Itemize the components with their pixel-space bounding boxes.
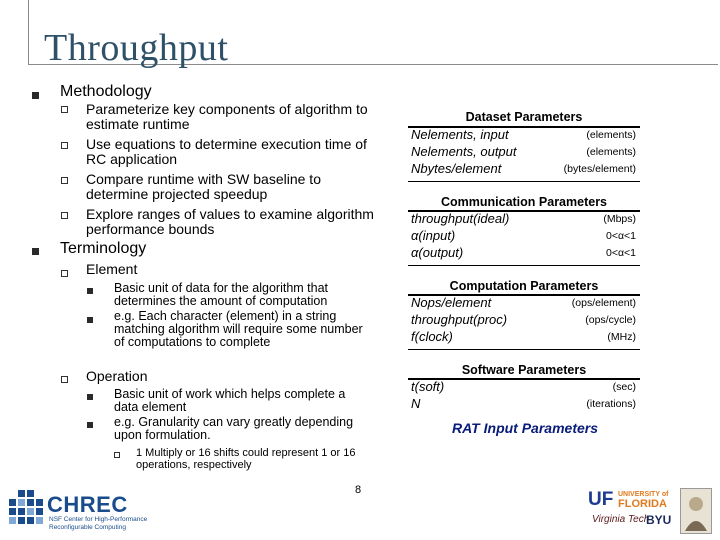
param-name: throughput(proc) [411, 312, 508, 327]
param-name: Nbytes/element [411, 161, 502, 176]
param-unit: (bytes/element) [563, 163, 636, 175]
bullet-hollow-square-icon [61, 270, 68, 277]
bullet-hollow-square-icon [61, 142, 68, 149]
param-name: throughput(ideal) [411, 211, 510, 226]
param-name: α(output) [411, 245, 464, 260]
byu-logo: BYU [646, 513, 672, 527]
param-unit: (sec) [612, 381, 636, 393]
element-heading: Element [86, 261, 138, 277]
bullet-hollow-square-icon [61, 177, 68, 184]
table-header: Computation Parameters [449, 279, 599, 293]
bullet-square-icon [87, 288, 93, 294]
param-unit: (Mbps) [603, 213, 636, 225]
bullet-square-icon [87, 422, 93, 428]
vt-logo: Virginia Tech [592, 514, 650, 525]
param-name: Nops/element [411, 295, 492, 310]
param-name: Nelements, input [411, 127, 509, 142]
bullet-square-icon [87, 394, 93, 400]
param-name: t(soft) [411, 379, 445, 394]
title-frame-vertical [28, 0, 29, 64]
methodology-item: Compare runtime with SW baseline to determine projected speedup [86, 171, 321, 202]
element-item: e.g. Each character (element) in a string matching algorithm will require some number of computations to complete [114, 309, 363, 349]
param-unit: (ops/element) [571, 297, 636, 309]
table-rule [408, 181, 640, 182]
param-unit: 0<α<1 [605, 247, 636, 259]
param-unit: (elements) [586, 129, 636, 141]
param-name: α(input) [411, 228, 456, 243]
bullet-square-icon [87, 317, 93, 323]
bullet-square-icon [32, 92, 39, 99]
terminology-heading: Terminology [60, 240, 147, 257]
page-number: 8 [355, 484, 362, 496]
operation-heading: Operation [86, 368, 148, 384]
portrait-icon [680, 488, 712, 534]
methodology-item: Use equations to determine execution time of RC application [86, 136, 367, 167]
chrec-wordmark: CHREC [47, 492, 128, 517]
param-name: N [411, 396, 421, 411]
operation-item: e.g. Granularity can vary greatly depending upon formulation. [114, 415, 354, 442]
table-rule [408, 349, 640, 350]
table-rule [408, 265, 640, 266]
param-unit: (iterations) [586, 398, 636, 410]
methodology-heading: Methodology [60, 83, 152, 100]
uf-florida-text: FLORIDA [618, 498, 667, 510]
slide-title: Throughput [44, 27, 229, 69]
bullet-hollow-square-icon [61, 212, 68, 219]
param-unit: 0<α<1 [605, 230, 636, 242]
bullet-hollow-square-icon [61, 106, 68, 113]
chrec-subtitle: NSF Center for High-Performance Reconfigurable Computing [49, 516, 148, 531]
methodology-item: Explore ranges of values to examine algorithm performance bounds [86, 206, 374, 237]
uf-university-text: UNIVERSITY of [618, 491, 669, 498]
operation-sub-item: 1 Multiply or 16 shifts could represent 1 or 16 operations, respectively [136, 447, 356, 471]
element-item: Basic unit of data for the algorithm that determines the amount of computation [114, 281, 329, 308]
param-unit: (elements) [586, 146, 636, 158]
table-header: Dataset Parameters [465, 110, 583, 124]
param-unit: (MHz) [607, 331, 636, 343]
param-unit: (ops/cycle) [585, 314, 636, 326]
uf-logo: UF [588, 489, 614, 510]
methodology-item: Parameterize key components of algorithm to estimate runtime [86, 101, 368, 132]
table-header: Software Parameters [461, 363, 587, 377]
table-header: Communication Parameters [440, 195, 608, 209]
bullet-hollow-square-icon [61, 376, 68, 383]
operation-item: Basic unit of work which helps complete a data element [114, 387, 346, 414]
param-name: f(clock) [411, 329, 453, 344]
bullet-hollow-square-icon [114, 452, 120, 458]
param-name: Nelements, output [411, 144, 517, 159]
bullet-square-icon [32, 248, 39, 255]
rat-caption: RAT Input Parameters [452, 420, 598, 436]
